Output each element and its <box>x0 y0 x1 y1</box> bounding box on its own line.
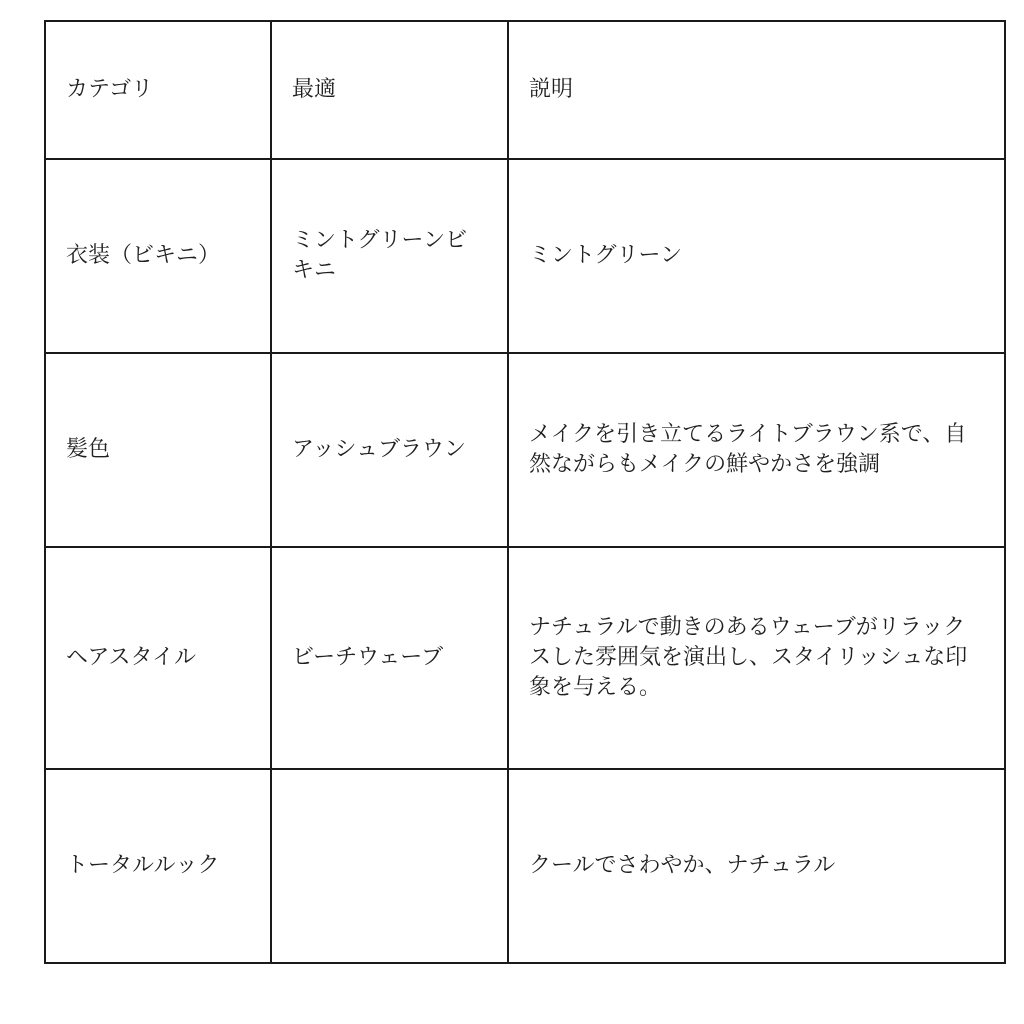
cell-category: 髪色 <box>45 353 271 547</box>
table-row <box>45 159 1005 353</box>
header-category: カテゴリ <box>45 21 271 159</box>
cell-description: ナチュラルで動きのあるウェーブがリラックスした雰囲気を演出し、スタイリッシュな印象を与える。 <box>508 547 1005 769</box>
cell-category: ヘアスタイル <box>45 547 271 769</box>
cell-category: 衣装（ビキニ） <box>45 159 271 353</box>
table-row <box>45 353 1005 547</box>
cell-category: トータルルック <box>45 769 271 963</box>
cell-description: メイクを引き立てるライトブラウン系で、自然ながらもメイクの鮮やかさを強調 <box>508 353 1005 547</box>
cell-best: アッシュブラウン <box>271 353 508 547</box>
header-best: 最適 <box>271 21 508 159</box>
cell-description: クールでさわやか、ナチュラル <box>508 769 1005 963</box>
cell-best: ミントグリーンビキニ <box>271 159 508 353</box>
cell-description: ミントグリーン <box>508 159 1005 353</box>
style-table <box>44 20 1006 964</box>
cell-best <box>271 769 508 963</box>
header-description: 説明 <box>508 21 1005 159</box>
table-row <box>45 547 1005 769</box>
table-row <box>45 769 1005 963</box>
table-header-row <box>45 21 1005 159</box>
cell-best: ビーチウェーブ <box>271 547 508 769</box>
